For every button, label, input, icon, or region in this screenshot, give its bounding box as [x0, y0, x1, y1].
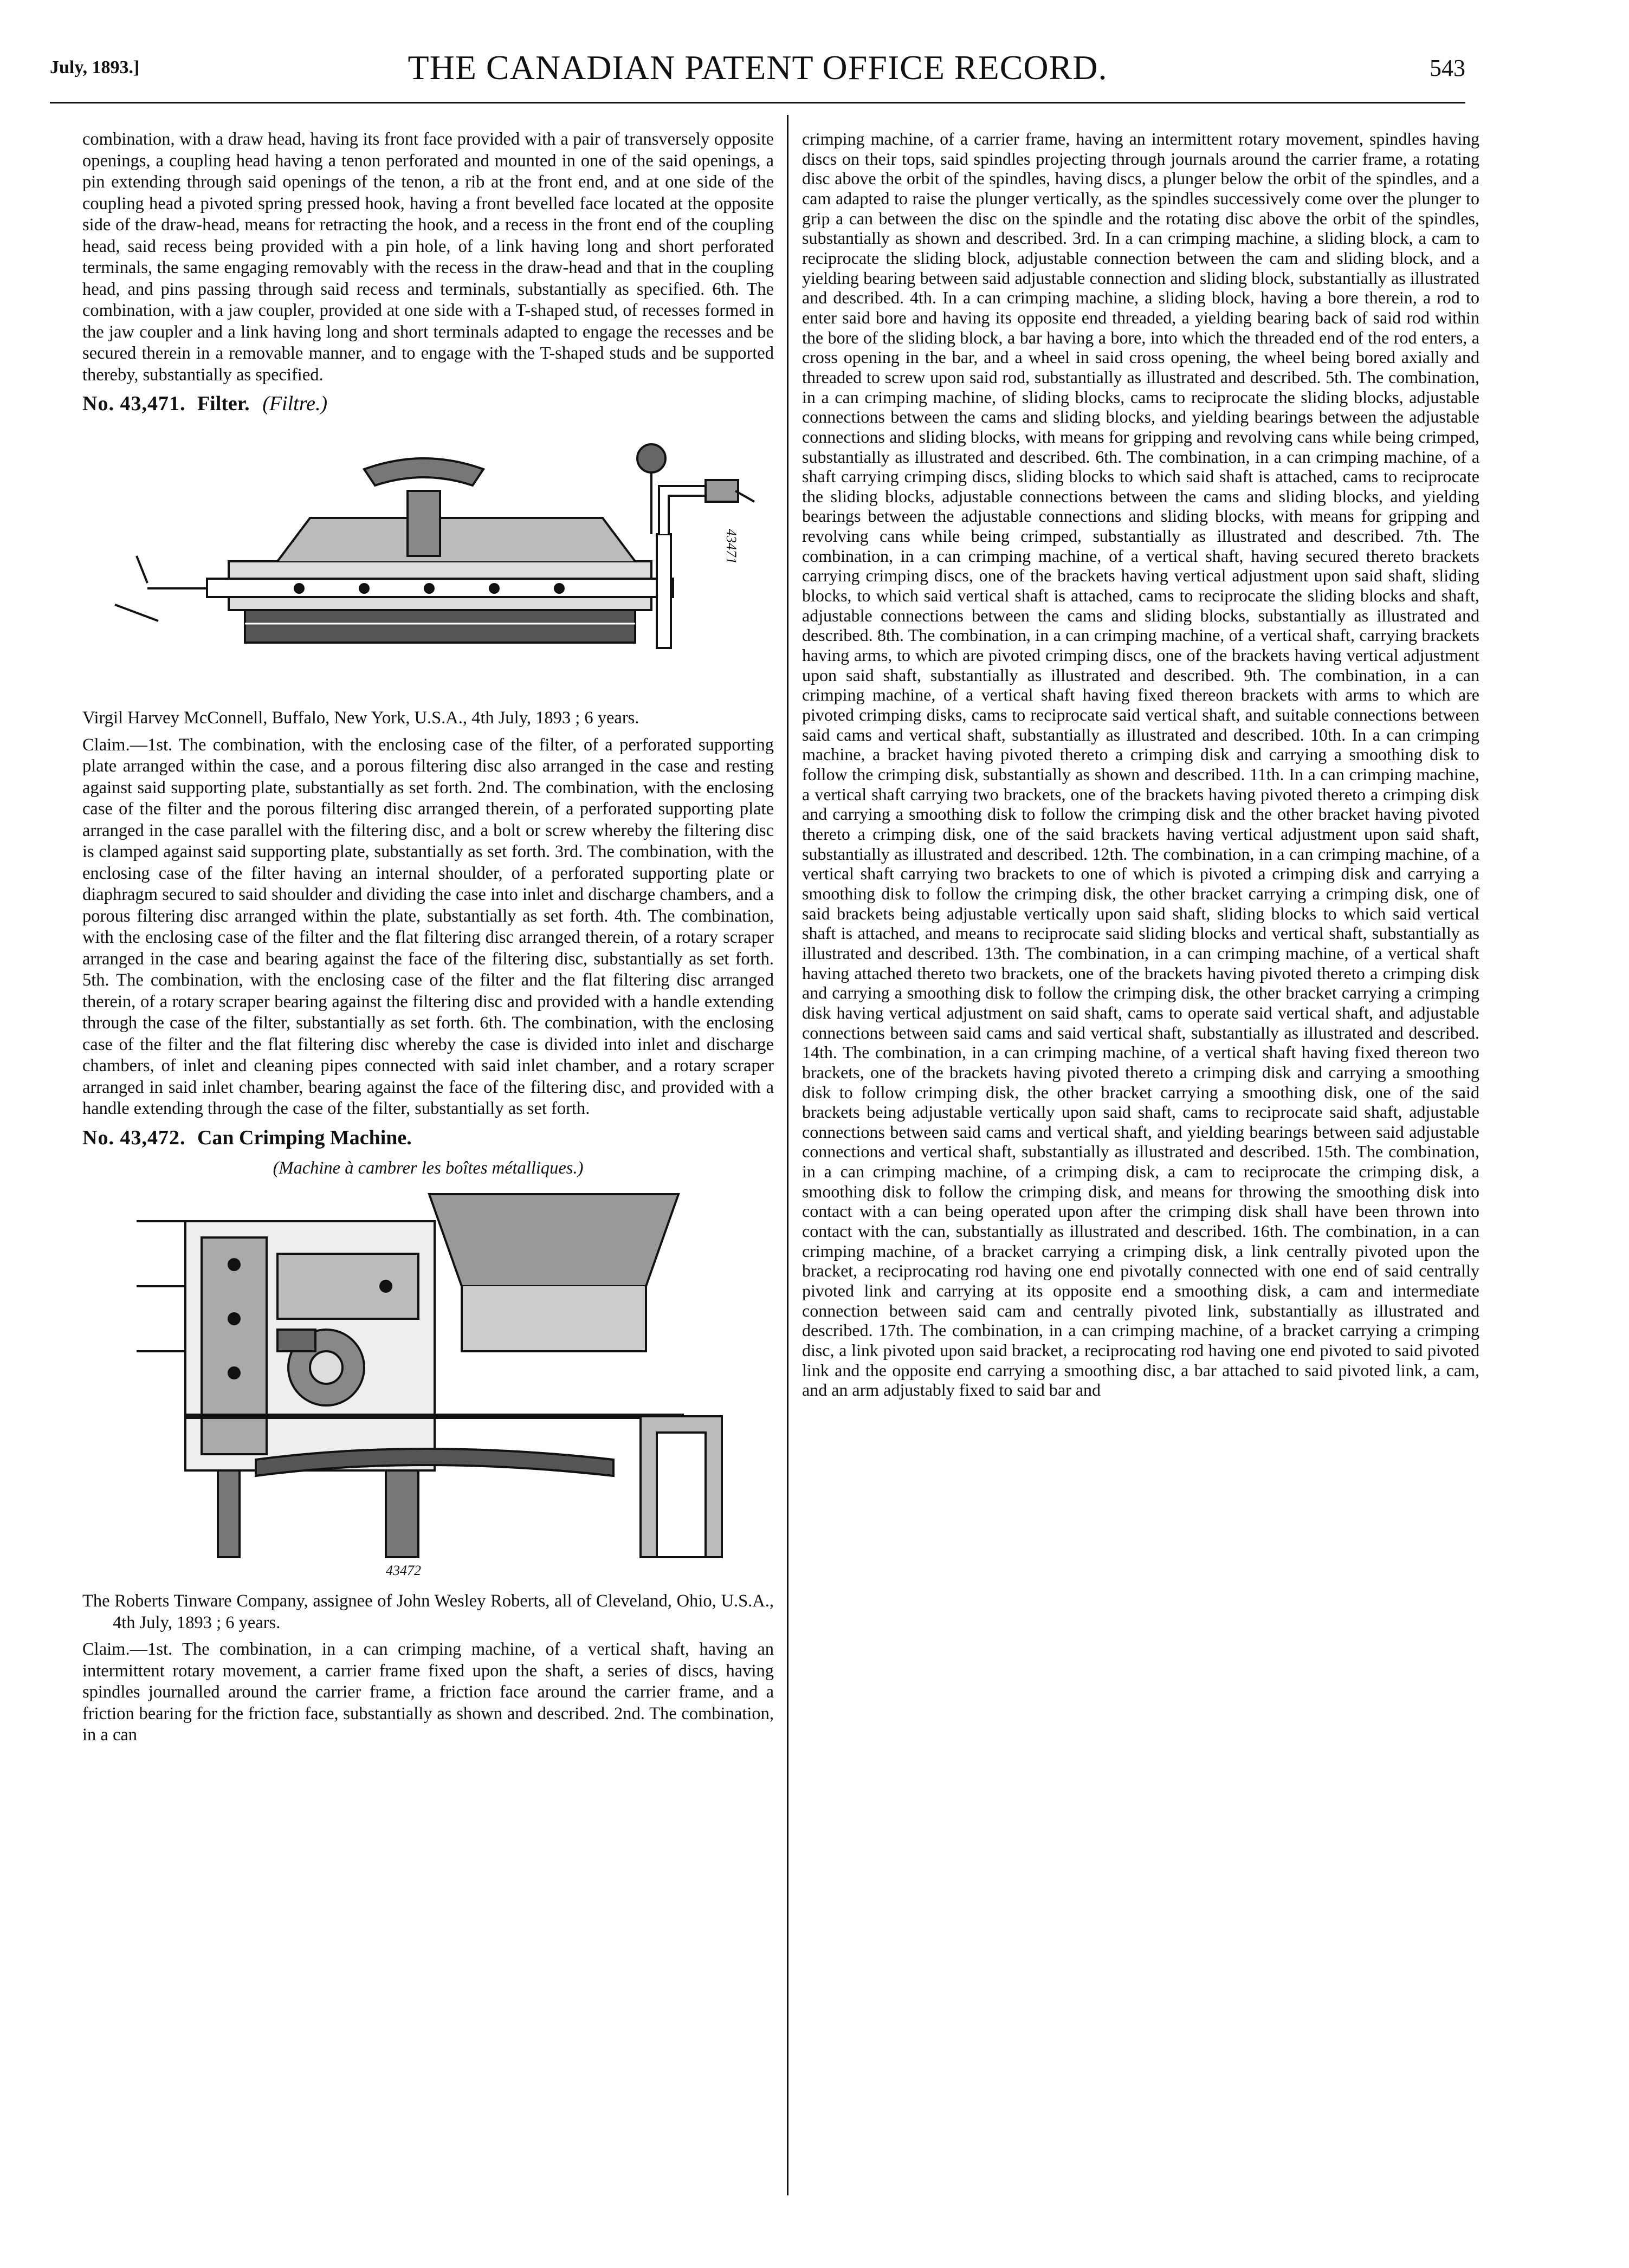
patent-number: No. 43,471. — [82, 392, 186, 415]
filter-drawing — [82, 426, 774, 696]
can-crimping-machine-drawing — [82, 1189, 774, 1563]
patent-french-name: (Machine à cambrer les boîtes métalliques.) — [273, 1158, 584, 1178]
patentee-line: The Roberts Tinware Company, assignee of John Wesley Roberts, all of Cleveland, Ohio, U.S.A., 4th July, 1893 ; 6 years. — [82, 1591, 774, 1632]
claim-text-continued: crimping machine, of a carrier frame, having an intermittent rotary movement, spindles having discs on their tops, said spindles projecting through journals around the carrier frame, a rotating disc above the orbit of the spindles, having discs, a plunger below the orbit of the spindles, and a cam adapted to raise the plunger vertically, as the spindles successively come over the plunger to grip a can between the disc on the spindle and the rotating disc above the orbit of the spindles, substantially as shown and described. 3rd. In a can crimping machine, a sliding block, a cam to reciprocate the sliding block, adjustable connection between the cam and sliding block, and a yielding bearing between said adjustable connection and sliding block, substantially as illustrated and described. 4th. In a can crimping machine, a sliding block, having a bore therein, a rod to enter said bore and having its opposite end threaded, a yielding bearing back of said rod within the bore of the sliding block, a bar having a bore, into which the threaded end of the rod enters, a cross opening in the bar, and a wheel in said cross opening, the wheel being bored axially and threaded to screw upon said rod, substantially as illustrated and described. 5th. The combination, in a can crimping machine, of sliding blocks, cams to reciprocate the sliding blocks, adjustable connections between the cams and sliding blocks, and yielding bearings between the adjustable connections and sliding blocks, with means for gripping and revolving cans while being crimped, substantially as illustrated and described. 6th. The combination, in a can crimping machine, of a shaft carrying crimping discs, sliding blocks to which said shaft is attached, cams to reciprocate the sliding blocks, adjustable connections between the cams and sliding blocks, and yielding bearings between the adjustable connections and sliding blocks, with means for gripping and revolving cans while being crimped, substantially as illustrated and described. 7th. The combination, in a can crimping machine, of a vertical shaft, having secured thereto brackets carrying crimping discs, one of the brackets having vertical adjustment upon said shaft, sliding blocks, to which said vertical shaft is attached, cams to reciprocate the sliding blocks and shaft, adjustable connections between the cams and sliding blocks, substantially as illustrated and described. 8th. The combination, in a can crimping machine, of a vertical shaft, carrying brackets having arms, to which are pivoted crimping discs, one of the brackets having vertical adjustment upon said shaft, substantially as illustrated and described. 9th. The combination, in a can crimping machine, of a vertical shaft having fixed thereon brackets with arms to which are pivoted crimping disks, cams to reciprocate said vertical shaft, and suitable connections between said cams and vertical shaft, substantially as illustrated and described. 10th. In a can crimping machine, a bracket having pivoted thereto a crimping disk and carrying a smoothing disk to follow the crimping disk, substantially as shown and described. 11th. In a can crimping machine, a vertical shaft carrying two brackets, one of the brackets having pivoted thereto a crimping disk and carrying a smoothing disk to follow the crimping disk and the other bracket having pivoted thereto a crimping disk, one of the said brackets having vertical adjustment upon said shaft, substantially as illustrated and described. 12th. The combination, in a can crimping machine, of a vertical shaft carrying two brackets to one of which is pivoted a crimping disk and carrying a smoothing disk to follow the crimping disk, the other bracket carrying a crimping disk, one of said brackets being adjustable vertically upon said shaft, sliding blocks to which said vertical shaft is attached, and means to reciprocate said sliding blocks and vertical shaft, substantially as illustrated and described. 13th. The combination, in a can crimping machine, of a vertical shaft having attached thereto two brackets, one of the brackets having pivoted thereto a crimping disk and carrying a smoothing disk to follow the crimping disk, the other bracket carrying a crimping disk having vertical adjustment on said shaft, cams to operate said vertical shaft, and adjustable connections between said cams and said vertical shaft, substantially as illustrated and described. 14th. The combination, in a can crimping machine, of a vertical shaft having fixed thereon two brackets, one of the brackets having pivoted thereto a crimping disk and carrying a smoothing disk to follow crimping disk, the other bracket carrying a smoothing disk, one of the said brackets being adjustable vertically upon said shaft, cams to reciprocate said shaft, adjustable connections between said cams and vertical shaft, and yielding bearings between said adjustable connections and vertical shaft, substantially as illustrated and described. 15th. The combination, in a can crimping machine, of a crimping disk, a cam to reciprocate the crimping disk, a smoothing disk to follow the crimping disk, and means for throwing the smoothing disk into contact with a can being operated upon after the crimping disk shall have been thrown into contact with the can, substantially as illustrated and described. 16th. The combination, in a can crimping machine, of a bracket carrying a crimping disk, a link centrally pivoted upon the bracket, a reciprocating rod having one end pivotally connected with one end of said centrally pivoted link and carrying at its opposite end a smoothing disk, a cam and intermediate connection between said cam and centrally pivoted link, substantially as illustrated and described. 17th. The combination, in a can crimping machine, of a bracket carrying a crimping disc, a link pivoted upon said bracket, a reciprocating rod having one end pivoted to said pivoted link and the opposite end carrying a smoothing disc, a bar attached to said pivoted link, a cam, and an arm adjustably fixed to said bar and — [802, 129, 1479, 1400]
patent-name: Can Crimping Machine. — [197, 1126, 412, 1149]
column-divider — [787, 115, 788, 2195]
can-crimping-machine-figure — [82, 1189, 774, 1579]
patent-name: Filter. — [197, 392, 250, 415]
claim-text: Claim.—1st. The combination, with the enclosing case of the filter, of a perforated supporting plate arranged within the case, and a porous filtering disc also arranged in the case and resting against said supporting plate, substantially as set forth. 2nd. The combination, with the enclosing case of the filter and the porous filtering disc arranged therein, of a perforated supporting plate arranged in the case parallel with the filtering disc, and a bolt or screw whereby the filtering disc is clamped against said supporting plate, substantially as set forth. 3rd. The combination, with the enclosing case of the filter having an internal shoulder, of a perforated supporting plate or diaphragm secured to said shoulder and dividing the case into inlet and discharge chambers, and a porous filtering disc arranged within the plate, substantially as set forth. 4th. The combination, with the enclosing case of the filter and the flat filtering disc arranged therein, of a rotary scraper arranged in the case and bearing against the face of the filtering disc, substantially as set forth. 5th. The combination, with the enclosing case of the filter and the flat filtering disc arranged therein, of a rotary scraper bearing against the filtering disc and provided with a handle extending through the case of the filter, substantially as set forth. 6th. The combination, with the enclosing case of the filter and the flat filtering disc whereby the case is divided into inlet and discharge chambers, of inlet and cleaning pipes connected with said inlet chamber, and a rotary scraper arranged in said inlet chamber, bearing against the face of the filtering disc, and provided with a handle extending through the case of the filter, substantially as set forth. — [82, 735, 774, 1118]
header-rule — [50, 102, 1465, 103]
left-column — [82, 129, 774, 1752]
patent-number: No. 43,472. — [82, 1126, 186, 1149]
page-number: 543 — [1430, 55, 1465, 81]
patentee-line: Virgil Harvey McConnell, Buffalo, New York, U.S.A., 4th July, 1893 ; 6 years. — [82, 708, 639, 728]
issue-date: July, 1893.] — [50, 57, 140, 77]
right-column — [802, 129, 1479, 1405]
filter-patent-figure — [82, 426, 774, 696]
continued-claim-text: combination, with a draw head, having its front face provided with a pair of transversely opposite openings, a coupling head having a tenon perforated and mounted in one of the said openings, a pin extending through said openings of the tenon, a rib at the front end, and at one side of the coupling head a pivoted spring pressed hook, having a front bevelled face located at the opposite side of the draw-head, means for retracting the hook, and a recess in the front end of the coupling head, said recess being provided with a pin hole, of a link having long and short perforated terminals, the same engaging removably with the recess in the draw-head and that in the coupling head, and pins passing through said recess and terminals, substantially as specified. 6th. The combination, with a jaw coupler, provided at one side with a T-shaped stud, of recesses formed in the jaw coupler and a link having long and short terminals adapted to engage the recesses and be secured therein in a removable manner, and to engage with the T-shaped studs and be supported thereby, substantially as specified. — [82, 129, 774, 385]
page-header — [50, 48, 1465, 91]
patent-french-name: (Filtre.) — [262, 392, 328, 415]
figure-number-label: 43472 — [386, 1563, 421, 1578]
patent-entry-heading — [82, 1125, 774, 1150]
claim-text: Claim.—1st. The combination, in a can crimping machine, of a vertical shaft, having an intermittent rotary movement, a carrier frame fixed upon the shaft, a series of discs, having spindles journalled around the carrier frame, a friction face around the carrier frame, and a friction bearing for the friction face, substantially as shown and described. 2nd. The combination, in a can — [82, 1640, 774, 1745]
publication-title: THE CANADIAN PATENT OFFICE RECORD. — [408, 48, 1108, 87]
patent-entry-heading — [82, 391, 774, 416]
figure-number-label: 43471 — [723, 529, 739, 564]
